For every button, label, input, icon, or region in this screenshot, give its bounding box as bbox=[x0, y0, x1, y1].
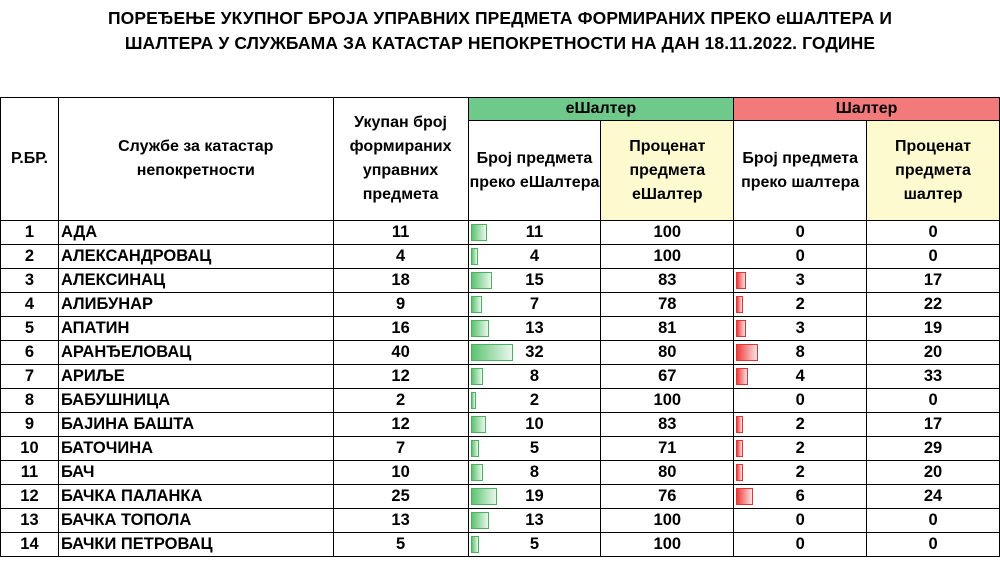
shalter-count bbox=[734, 341, 867, 365]
row-number: 4 bbox=[1, 293, 59, 317]
table-row bbox=[1, 317, 1000, 341]
row-number: 8 bbox=[1, 389, 59, 413]
page-title bbox=[0, 6, 1000, 56]
shalter-data-bar bbox=[736, 368, 748, 385]
eshalter-count bbox=[468, 341, 601, 365]
shalter-percent: 24 bbox=[867, 485, 1000, 509]
eshalter-count bbox=[468, 485, 601, 509]
eshalter-data-bar bbox=[471, 488, 497, 505]
eshalter-percent: 71 bbox=[601, 437, 734, 461]
total-count: 12 bbox=[333, 365, 468, 389]
bar-value: 2 bbox=[795, 295, 805, 313]
shalter-count bbox=[734, 485, 867, 509]
total-count: 11 bbox=[333, 221, 468, 245]
total-count: 40 bbox=[333, 341, 468, 365]
bar-value: 5 bbox=[529, 535, 540, 553]
bar-value: 10 bbox=[525, 415, 544, 433]
shalter-percent: 20 bbox=[867, 461, 1000, 485]
service-name: БАЧ bbox=[58, 461, 333, 485]
eshalter-count bbox=[468, 437, 601, 461]
eshalter-percent: 80 bbox=[601, 461, 734, 485]
bar-value: 13 bbox=[525, 319, 544, 337]
shalter-data-bar bbox=[736, 488, 753, 505]
service-name: АРИЉЕ bbox=[58, 365, 333, 389]
shalter-percent: 0 bbox=[867, 221, 1000, 245]
table-row bbox=[1, 389, 1000, 413]
service-name: АПАТИН bbox=[58, 317, 333, 341]
service-name: БАЧКА ТОПОЛА bbox=[58, 509, 333, 533]
shalter-percent: 0 bbox=[867, 509, 1000, 533]
shalter-count bbox=[734, 533, 867, 557]
header-shalter-pct: Проценат предмета шалтер bbox=[867, 121, 1000, 221]
shalter-count bbox=[734, 365, 867, 389]
bar-value: 8 bbox=[529, 367, 540, 385]
eshalter-percent: 80 bbox=[601, 341, 734, 365]
service-name: АРАНЂЕЛОВАЦ bbox=[58, 341, 333, 365]
bar-value: 3 bbox=[795, 319, 805, 337]
bar-value: 13 bbox=[525, 511, 544, 529]
header-total: Укупан број формираних управних предмета bbox=[333, 98, 468, 221]
shalter-percent: 33 bbox=[867, 365, 1000, 389]
shalter-count bbox=[734, 509, 867, 533]
total-count: 25 bbox=[333, 485, 468, 509]
bar-value: 2 bbox=[795, 439, 805, 457]
eshalter-data-bar bbox=[471, 272, 492, 289]
table-row bbox=[1, 341, 1000, 365]
shalter-count bbox=[734, 461, 867, 485]
eshalter-count bbox=[468, 533, 601, 557]
table-row bbox=[1, 245, 1000, 269]
table-row bbox=[1, 485, 1000, 509]
bar-value: 4 bbox=[529, 247, 540, 265]
table-row bbox=[1, 509, 1000, 533]
bar-value: 0 bbox=[795, 223, 805, 241]
bar-value: 0 bbox=[795, 535, 805, 553]
bar-value: 15 bbox=[525, 271, 544, 289]
service-name: БАБУШНИЦА bbox=[58, 389, 333, 413]
shalter-count bbox=[734, 317, 867, 341]
total-count: 12 bbox=[333, 413, 468, 437]
bar-value: 2 bbox=[795, 415, 805, 433]
table-row bbox=[1, 293, 1000, 317]
total-count: 13 bbox=[333, 509, 468, 533]
eshalter-count bbox=[468, 245, 601, 269]
row-number: 13 bbox=[1, 509, 59, 533]
shalter-data-bar bbox=[736, 296, 743, 313]
shalter-percent: 0 bbox=[867, 245, 1000, 269]
shalter-percent: 17 bbox=[867, 269, 1000, 293]
service-name: БАЧКА ПАЛАНКА bbox=[58, 485, 333, 509]
shalter-count bbox=[734, 245, 867, 269]
shalter-count bbox=[734, 293, 867, 317]
eshalter-percent: 100 bbox=[601, 245, 734, 269]
bar-value: 7 bbox=[529, 295, 540, 313]
eshalter-count bbox=[468, 293, 601, 317]
row-number: 1 bbox=[1, 221, 59, 245]
bar-value: 0 bbox=[795, 511, 805, 529]
eshalter-data-bar bbox=[471, 248, 478, 265]
eshalter-count bbox=[468, 413, 601, 437]
header-service: Службе за катастар непокретности bbox=[58, 98, 333, 221]
eshalter-count bbox=[468, 509, 601, 533]
shalter-count bbox=[734, 413, 867, 437]
row-number: 11 bbox=[1, 461, 59, 485]
header-eshalter-pct: Проценат предмета еШалтер bbox=[601, 121, 734, 221]
header-rbr: Р.БР. bbox=[1, 98, 59, 221]
eshalter-percent: 81 bbox=[601, 317, 734, 341]
service-name: АЛЕКСИНАЦ bbox=[58, 269, 333, 293]
bar-value: 11 bbox=[525, 223, 544, 241]
shalter-percent: 22 bbox=[867, 293, 1000, 317]
shalter-count bbox=[734, 269, 867, 293]
total-count: 4 bbox=[333, 245, 468, 269]
bar-value: 5 bbox=[529, 439, 540, 457]
shalter-data-bar bbox=[736, 344, 758, 361]
eshalter-data-bar bbox=[471, 344, 513, 361]
bar-value: 32 bbox=[525, 343, 544, 361]
shalter-percent: 17 bbox=[867, 413, 1000, 437]
service-name: БАТОЧИНА bbox=[58, 437, 333, 461]
eshalter-count bbox=[468, 317, 601, 341]
table-row bbox=[1, 461, 1000, 485]
total-count: 7 bbox=[333, 437, 468, 461]
eshalter-percent: 100 bbox=[601, 509, 734, 533]
service-name: БАЈИНА БАШТА bbox=[58, 413, 333, 437]
eshalter-data-bar bbox=[471, 224, 487, 241]
bar-value: 0 bbox=[795, 391, 805, 409]
service-name: БАЧКИ ПЕТРОВАЦ bbox=[58, 533, 333, 557]
table-row bbox=[1, 533, 1000, 557]
eshalter-percent: 67 bbox=[601, 365, 734, 389]
total-count: 2 bbox=[333, 389, 468, 413]
shalter-percent: 20 bbox=[867, 341, 1000, 365]
bar-value: 3 bbox=[795, 271, 805, 289]
table-row bbox=[1, 221, 1000, 245]
shalter-count bbox=[734, 437, 867, 461]
row-number: 10 bbox=[1, 437, 59, 461]
bar-value: 2 bbox=[795, 463, 805, 481]
row-number: 9 bbox=[1, 413, 59, 437]
eshalter-percent: 78 bbox=[601, 293, 734, 317]
total-count: 16 bbox=[333, 317, 468, 341]
shalter-data-bar bbox=[736, 416, 743, 433]
table-row bbox=[1, 365, 1000, 389]
eshalter-data-bar bbox=[471, 392, 476, 409]
eshalter-data-bar bbox=[471, 512, 489, 529]
service-name: АДА bbox=[58, 221, 333, 245]
header-eshalter-count: Број предмета преко еШалтера bbox=[468, 121, 601, 221]
total-count: 10 bbox=[333, 461, 468, 485]
shalter-percent: 0 bbox=[867, 533, 1000, 557]
shalter-data-bar bbox=[736, 464, 743, 481]
table-row bbox=[1, 413, 1000, 437]
eshalter-data-bar bbox=[471, 416, 486, 433]
title-line-2: ШАЛТЕРА У СЛУЖБАМА ЗА КАТАСТАР НЕПОКРЕТНОСТИ НА ДАН 18.11.2022. ГОДИНЕ bbox=[124, 33, 876, 53]
eshalter-data-bar bbox=[471, 368, 483, 385]
service-name: АЛЕКСАНДРОВАЦ bbox=[58, 245, 333, 269]
eshalter-data-bar bbox=[471, 320, 489, 337]
bar-value: 2 bbox=[529, 391, 540, 409]
row-number: 5 bbox=[1, 317, 59, 341]
header-shalter-group: Шалтер bbox=[734, 98, 1000, 121]
shalter-data-bar bbox=[736, 440, 743, 457]
shalter-percent: 19 bbox=[867, 317, 1000, 341]
eshalter-count bbox=[468, 365, 601, 389]
eshalter-percent: 83 bbox=[601, 269, 734, 293]
service-name: АЛИБУНАР bbox=[58, 293, 333, 317]
bar-value: 6 bbox=[795, 487, 805, 505]
total-count: 5 bbox=[333, 533, 468, 557]
bar-value: 0 bbox=[795, 247, 805, 265]
eshalter-data-bar bbox=[471, 296, 482, 313]
shalter-percent: 0 bbox=[867, 389, 1000, 413]
eshalter-percent: 100 bbox=[601, 221, 734, 245]
eshalter-count bbox=[468, 461, 601, 485]
shalter-count bbox=[734, 389, 867, 413]
eshalter-percent: 83 bbox=[601, 413, 734, 437]
eshalter-count bbox=[468, 269, 601, 293]
title-line-1: ПОРЕЂЕЊЕ УКУПНОГ БРОЈА УПРАВНИХ ПРЕДМЕТА ФОРМИРАНИХ ПРЕКО еШАЛТЕРА И bbox=[107, 8, 893, 28]
table-row bbox=[1, 437, 1000, 461]
bar-value: 4 bbox=[795, 367, 805, 385]
table-row bbox=[1, 269, 1000, 293]
eshalter-percent: 76 bbox=[601, 485, 734, 509]
eshalter-percent: 100 bbox=[601, 389, 734, 413]
row-number: 12 bbox=[1, 485, 59, 509]
row-number: 6 bbox=[1, 341, 59, 365]
bar-value: 8 bbox=[529, 463, 540, 481]
eshalter-percent: 100 bbox=[601, 533, 734, 557]
total-count: 18 bbox=[333, 269, 468, 293]
shalter-data-bar bbox=[736, 272, 746, 289]
shalter-percent: 29 bbox=[867, 437, 1000, 461]
row-number: 14 bbox=[1, 533, 59, 557]
shalter-count bbox=[734, 221, 867, 245]
eshalter-data-bar bbox=[471, 464, 483, 481]
eshalter-data-bar bbox=[471, 440, 479, 457]
table-body bbox=[1, 221, 1000, 557]
row-number: 3 bbox=[1, 269, 59, 293]
eshalter-count bbox=[468, 389, 601, 413]
total-count: 9 bbox=[333, 293, 468, 317]
row-number: 2 bbox=[1, 245, 59, 269]
row-number: 7 bbox=[1, 365, 59, 389]
bar-value: 19 bbox=[525, 487, 544, 505]
shalter-data-bar bbox=[736, 320, 746, 337]
comparison-table bbox=[0, 97, 1000, 557]
eshalter-count bbox=[468, 221, 601, 245]
header-eshalter-group: еШалтер bbox=[468, 98, 734, 121]
eshalter-data-bar bbox=[471, 536, 479, 553]
bar-value: 8 bbox=[795, 343, 805, 361]
header-shalter-count: Број предмета преко шалтера bbox=[734, 121, 867, 221]
